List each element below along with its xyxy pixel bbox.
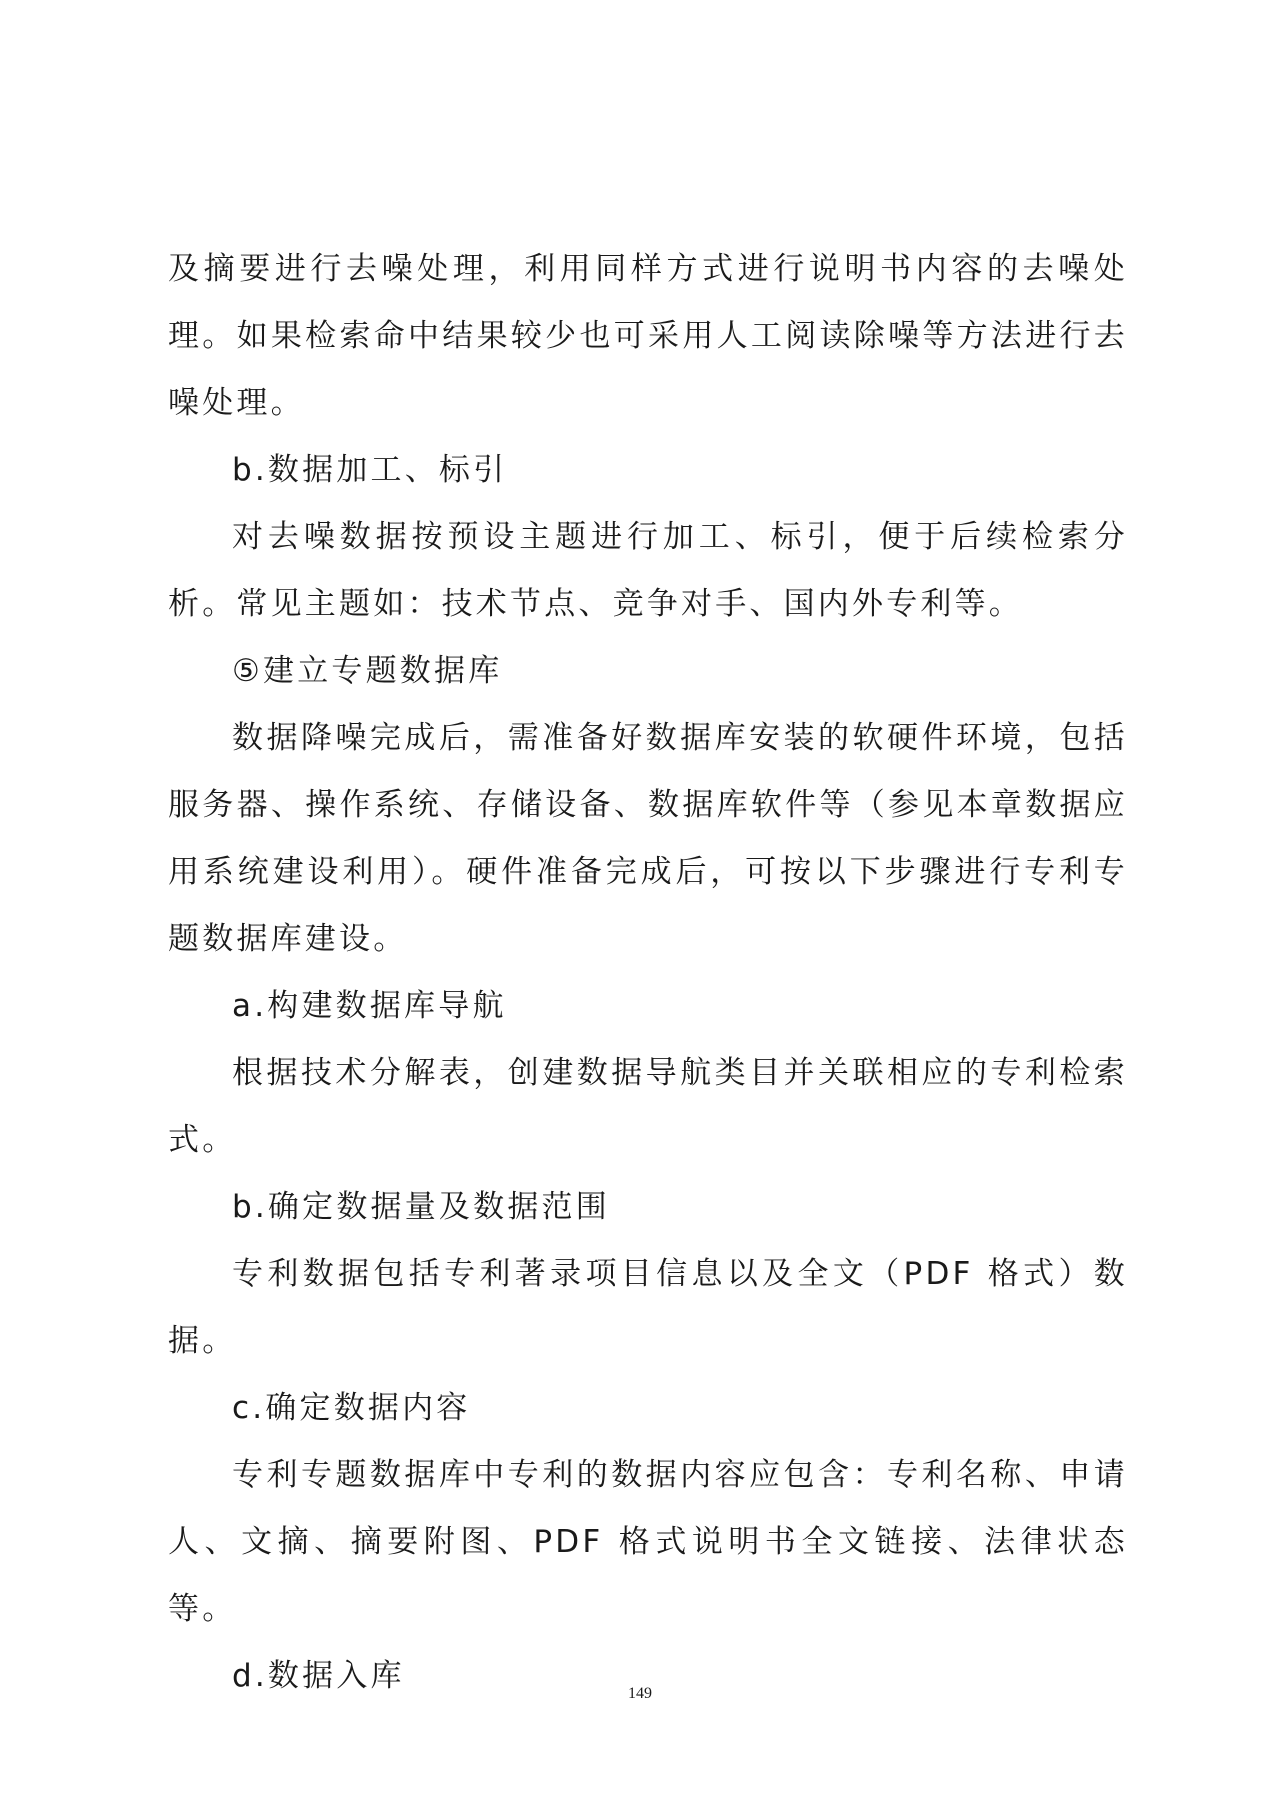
heading-data-import: d.数据入库 <box>232 1658 405 1694</box>
heading-data-processing-indexing: b.数据加工、标引 <box>232 452 508 488</box>
heading-build-topic-database: ⑤建立专题数据库 <box>232 653 503 689</box>
heading-data-content: c.确定数据内容 <box>232 1390 471 1426</box>
paragraph-data-content: 专利专题数据库中专利的数据内容应包含：专利名称、申请人、文摘、摘要附图、PDF 格式说明书全文链接、法律状态等。 <box>168 1457 1128 1627</box>
page-number: 149 <box>628 1685 652 1702</box>
paragraph-denoise-continuation: 及摘要进行去噪处理，利用同样方式进行说明书内容的去噪处理。如果检索命中结果较少也可采用人工阅读除噪等方法进行去噪处理。 <box>168 251 1128 421</box>
paragraph-data-volume-scope: 专利数据包括专利著录项目信息以及全文（PDF 格式）数据。 <box>168 1256 1128 1359</box>
paragraph-navigation: 根据技术分解表，创建数据导航类目并关联相应的专利检索式。 <box>168 1055 1128 1158</box>
heading-database-navigation: a.构建数据库导航 <box>232 988 507 1024</box>
heading-data-volume-scope: b.确定数据量及数据范围 <box>232 1189 610 1225</box>
paragraph-processing-indexing: 对去噪数据按预设主题进行加工、标引，便于后续检索分析。常见主题如：技术节点、竞争对手、国内外专利等。 <box>168 519 1128 622</box>
paragraph-database-environment: 数据降噪完成后，需准备好数据库安装的软硬件环境，包括服务器、操作系统、存储设备、数据库软件等（参见本章数据应用系统建设利用）。硬件准备完成后，可按以下步骤进行专利专题数据库建设。 <box>168 720 1128 957</box>
body-text <box>168 236 1128 1710</box>
